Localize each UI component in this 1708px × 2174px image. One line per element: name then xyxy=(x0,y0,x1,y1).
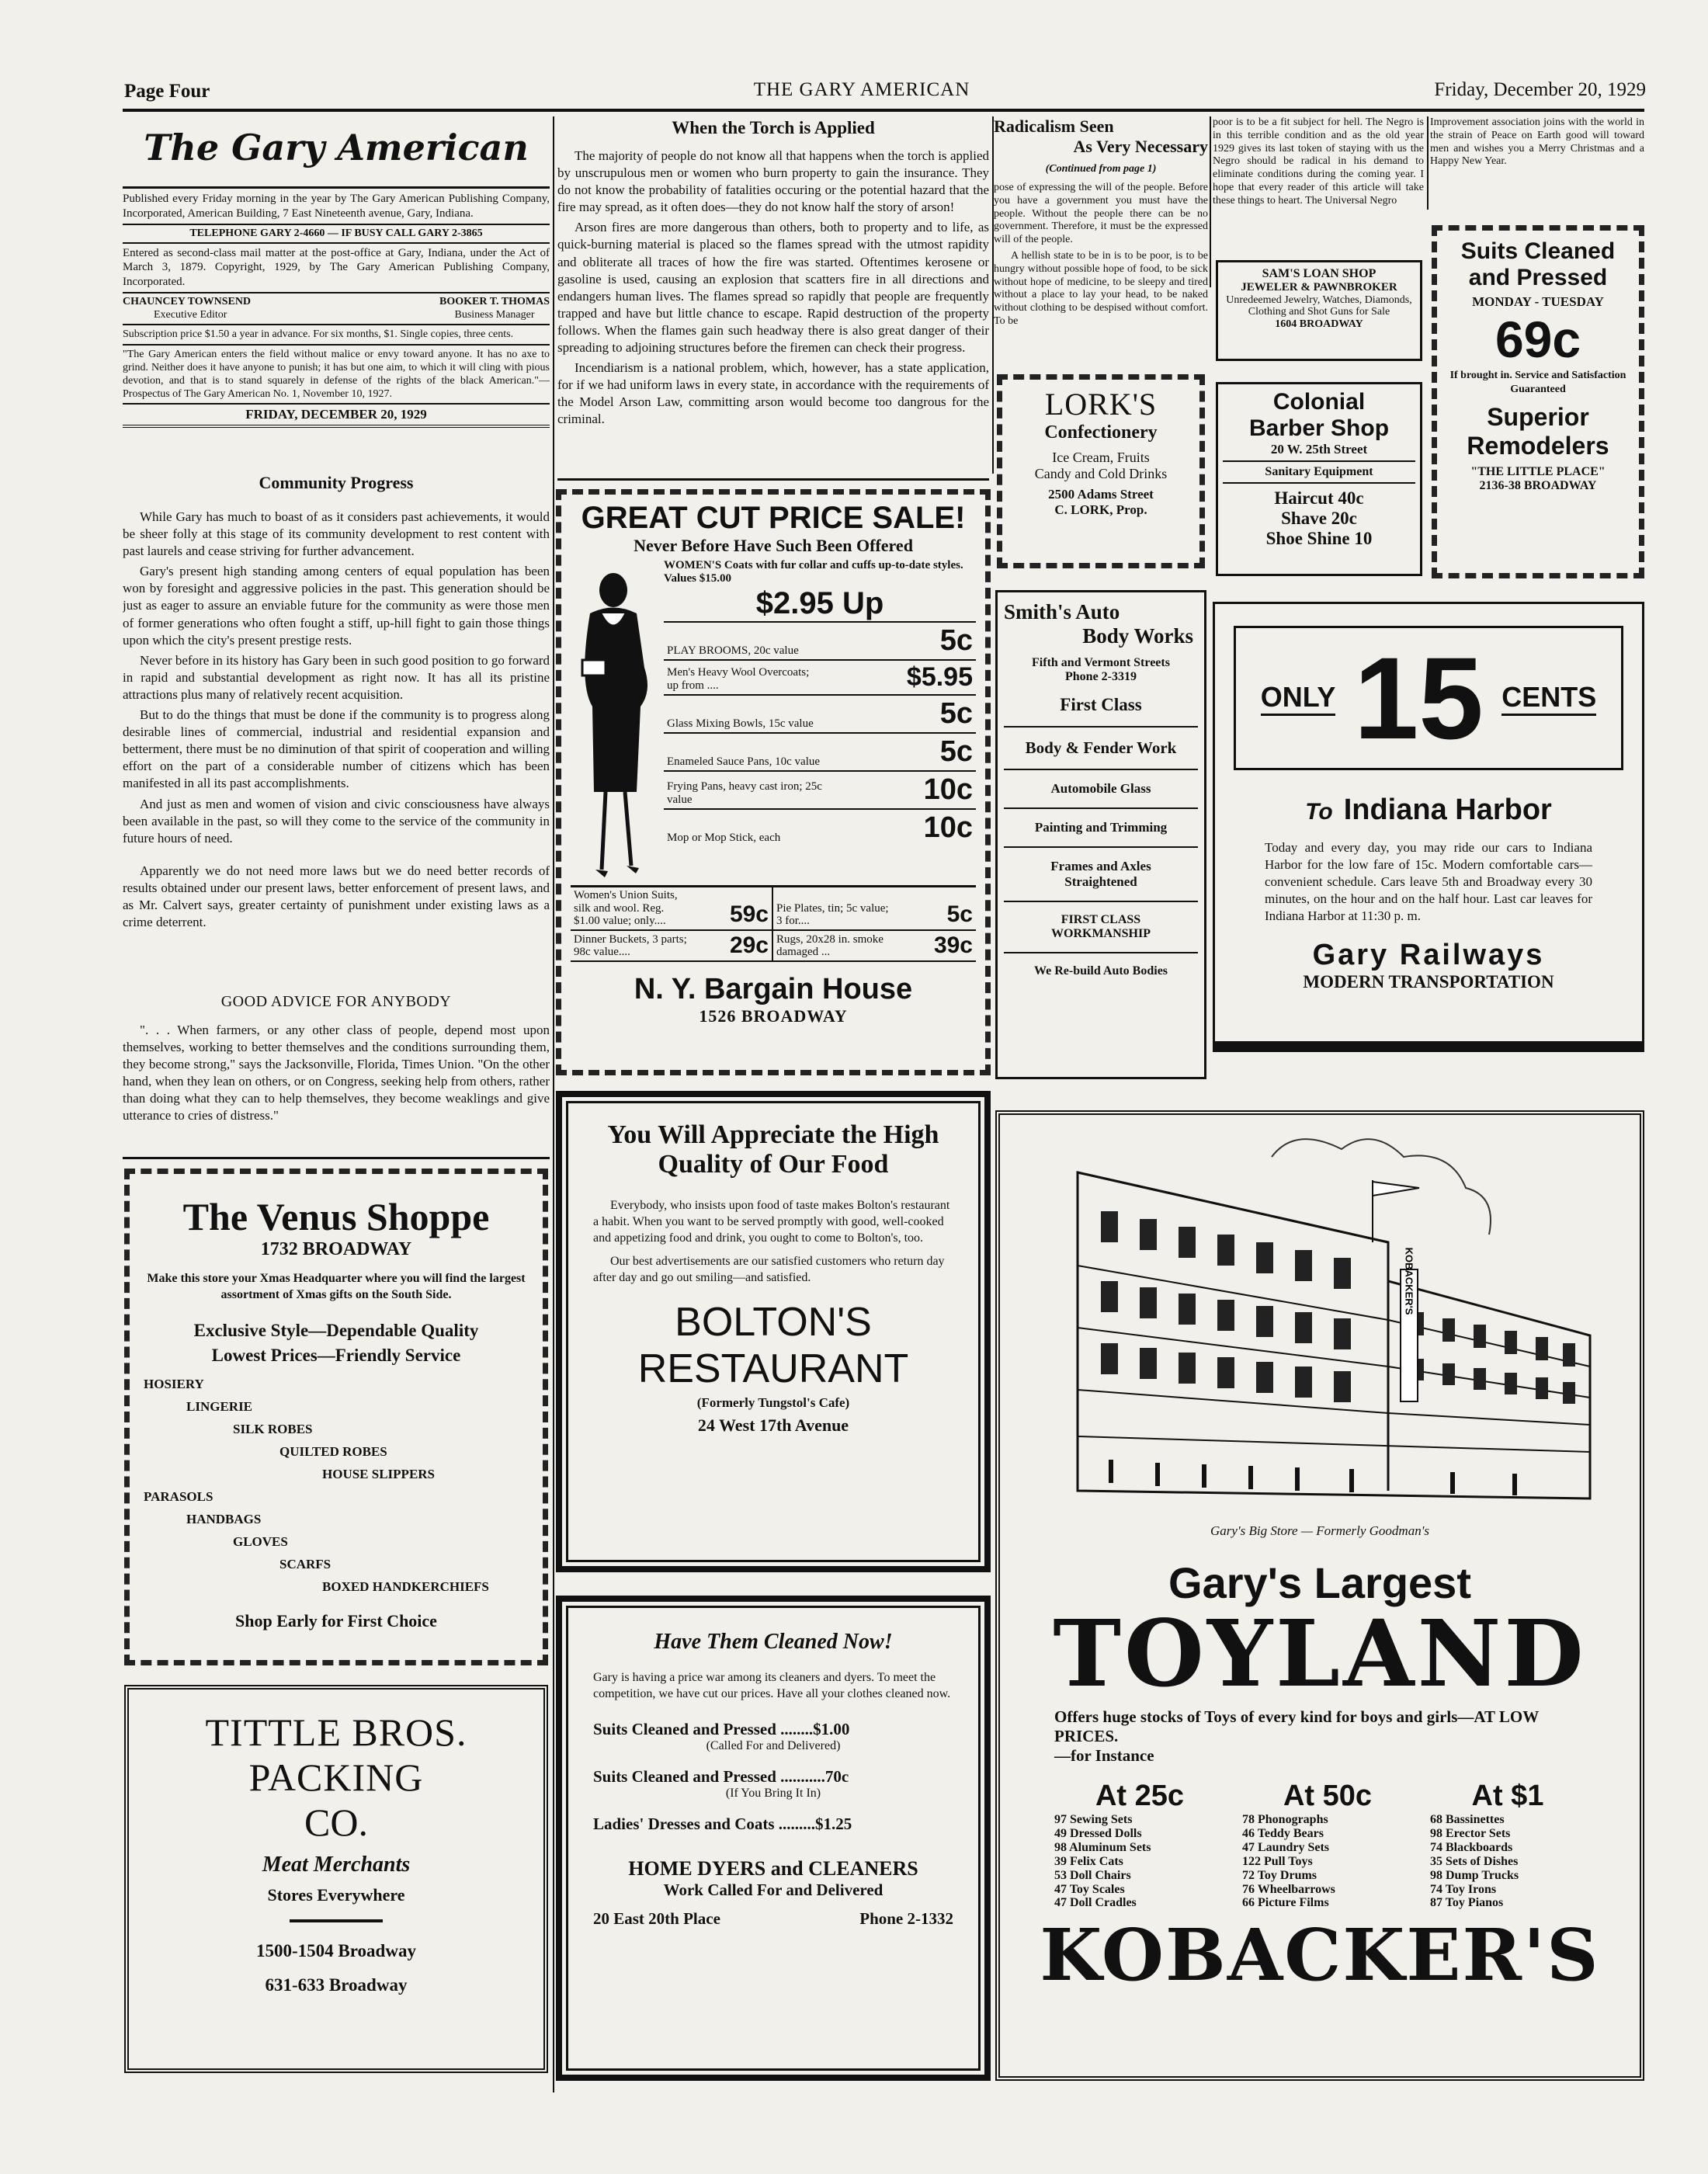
torch-article xyxy=(557,116,989,474)
kobacker-caption: Gary's Big Store — Formerly Goodman's xyxy=(1210,1523,1429,1538)
radicalism-text-c: poor is to be a fit subject for hell. The Negro is in this terrible condition and as the old year 1929 gives its last token of staying with us the Negro should be radical in his demand to eliminate conditions during the coming year. I hope that every reader of this article will take these things to heart. The Universal Negro xyxy=(1213,116,1424,207)
sale-address: 1526 BROADWAY xyxy=(699,1005,848,1026)
colonial-equipment: Sanitary Equipment xyxy=(1223,462,1415,484)
kobacker-instance: —for Instance xyxy=(1054,1746,1154,1765)
railways-name: Gary Railways xyxy=(1312,939,1545,972)
page-number: Page Four xyxy=(124,81,210,102)
toy-item: 35 Sets of Dishes xyxy=(1430,1854,1519,1868)
colonial-name-1: Colonial xyxy=(1272,389,1366,415)
suits-title-2: and Pressed xyxy=(1468,265,1608,290)
toy-item: 98 Dump Trucks xyxy=(1430,1868,1519,1882)
sale-item-text: Mop or Mop Stick, each xyxy=(667,831,781,844)
venus-item: SCARFS xyxy=(279,1556,332,1571)
suits-days: MONDAY - TUESDAY xyxy=(1472,294,1604,309)
kobacker-list-1 xyxy=(1430,1813,1585,1910)
kobacker-name: KOBACKER'S xyxy=(1040,1913,1600,1998)
sale-sub: Never Before Have Such Been Offered xyxy=(634,536,913,555)
venus-ad xyxy=(124,1169,548,1665)
smiths-address: Fifth and Vermont Streets xyxy=(1032,656,1170,669)
kobacker-heading: Gary's Largest xyxy=(1168,1558,1471,1607)
torch-p3: Incendiarism is a national problem, which, however, has a state application, for if we had uniform laws in every state, in accordance with the requirements of the Model Arson Law, committing arson would become too dangrous for the criminal. xyxy=(557,360,989,427)
kobacker-list-25c xyxy=(1054,1813,1225,1910)
lorks-prop: C. LORK, Prop. xyxy=(1054,502,1147,517)
toy-item: 74 Toy Irons xyxy=(1430,1882,1497,1896)
bolton-formerly: (Formerly Tungstol's Cafe) xyxy=(696,1394,850,1410)
railways-ad xyxy=(1213,602,1644,1052)
community-p4: But to do the things that must be done if the community is to progress along desirable lines of commercial, industrial and residential expansion and betterment, there must be no diminution of that spirit of cooperation and willing effort on the part of a considerable number of citizens which has been manifested in all its past accomplishments. xyxy=(123,707,550,791)
smiths-phone: Phone 2-3319 xyxy=(1065,670,1137,683)
header-rule xyxy=(123,109,1644,112)
lorks-address: 2500 Adams Street xyxy=(1048,487,1154,502)
column-rule-1 xyxy=(553,116,554,2092)
community-p6: Apparently we do not need more laws but we do need better records of results obtained under our present laws, better enforcement of present laws, and as Mr. Calvert says, greater certainty of punishment under existing laws as a crime deterrent. xyxy=(123,863,550,930)
sale-item-price: $5.95 xyxy=(906,662,973,692)
venus-item: HOUSE SLIPPERS xyxy=(322,1466,436,1481)
sale-item xyxy=(664,772,976,810)
advice-article xyxy=(123,990,550,1149)
smiths-body: Body & Fender Work xyxy=(1025,738,1177,757)
venus-item: BOXED HANDKERCHIEFS xyxy=(322,1578,489,1594)
radicalism-article-cont xyxy=(1213,116,1424,252)
cleaners-line2-sub: (If You Bring It In) xyxy=(725,1786,821,1800)
lorks-line1: Ice Cream, Fruits xyxy=(1052,450,1150,465)
kobacker-list-50c xyxy=(1242,1813,1413,1910)
suits-place: "THE LITTLE PLACE" xyxy=(1470,465,1606,479)
column-rule-4 xyxy=(1427,116,1429,210)
suits-remodelers: Remodelers xyxy=(1467,432,1609,460)
sale-grid-text: Pie Plates, tin; 5c value; 3 for.... xyxy=(776,901,889,927)
venus-item: LINGERIE xyxy=(186,1398,253,1414)
sale-item xyxy=(664,734,976,772)
sale-store: N. Y. Bargain House xyxy=(634,972,913,1005)
smiths-ad xyxy=(995,590,1206,1079)
toy-item: 68 Bassinettes xyxy=(1430,1813,1505,1826)
venus-item: PARASOLS xyxy=(144,1488,214,1504)
sams-name: SAM'S LOAN SHOP xyxy=(1262,267,1376,280)
smiths-name-1: Smith's Auto xyxy=(1004,600,1120,623)
masthead xyxy=(123,116,550,470)
suits-ad xyxy=(1432,225,1644,578)
sale-item-text: Glass Mixing Bowls, 15c value xyxy=(667,717,814,730)
cleaners-line3: Ladies' Dresses and Coats .........$1.25 xyxy=(593,1814,852,1833)
kobacker-ad xyxy=(995,1110,1644,2081)
toy-item: 97 Sewing Sets xyxy=(1054,1813,1133,1826)
toy-item: 74 Blackboards xyxy=(1430,1840,1513,1854)
sale-coats: WOMEN'S Coats with fur collar and cuffs up-to-date styles. Values $15.00 xyxy=(664,559,963,585)
sale-grid-item xyxy=(571,887,773,931)
tittle-sub: Meat Merchants xyxy=(262,1853,411,1877)
toy-item: 47 Toy Scales xyxy=(1054,1882,1125,1896)
cleaners-line1-sub: (Called For and Delivered) xyxy=(706,1738,841,1752)
radicalism-text-b: A hellish state to be in is to be poor, is to be hungry without possible hope of food, to be sick without hope of medicine, to be sleepy and tired without a place to lay your head, to be naked without clothing to be despised without comfort. To be xyxy=(994,249,1208,327)
smiths-glass: Automobile Glass xyxy=(1050,781,1151,796)
lorks-line2: Candy and Cold Drinks xyxy=(1034,466,1168,481)
venus-item: HANDBAGS xyxy=(186,1511,262,1526)
community-p2: Gary's present high standing among centers of equal population has been won by foresight and aggressive policies in the past. This generation should be just as eager to assure an enviable future for the community as were those men of former generations who often fought a stiff, up-hill fight to gain those things upon which the city's present prestige rests. xyxy=(123,564,550,648)
kobacker-col3-title: At $1 xyxy=(1471,1780,1544,1812)
bolton-p1: Everybody, who insists upon food of taste makes Bolton's restaurant a habit. When you want to be served promptly with good, well-cooked and appetizing food and drink, you ought to come to Bolton's, too. xyxy=(593,1199,950,1245)
bolton-name-1: BOLTON'S xyxy=(675,1299,872,1345)
toy-item: 49 Dressed Dolls xyxy=(1054,1826,1142,1840)
radicalism-article xyxy=(994,116,1208,357)
sale-ad xyxy=(556,489,991,1075)
venus-item: HOSIERY xyxy=(144,1376,204,1391)
radicalism-title-1: Radicalism Seen xyxy=(994,116,1114,136)
venus-items xyxy=(144,1374,529,1606)
bolton-name-2: RESTAURANT xyxy=(637,1346,909,1391)
sale-item xyxy=(664,696,976,734)
sale-grid-price: 29c xyxy=(729,932,769,958)
advice-text: ". . . When farmers, or any other class of people, depend most upon themselves, working to better themselves and the conditions surrounding them, they become strong," says the Jacksonville, Florida, Times Union. "On the other hand, when they lean on others, or on Congress, seeking help from others, rather than doing what they can to help themselves, they become weaklings and give utterance to cries of distress." xyxy=(123,1023,550,1123)
editor-role: Executive Editor xyxy=(154,308,227,321)
sale-item-text: Frying Pans, heavy cast iron; 25c value xyxy=(667,780,822,806)
suits-title-1: Suits Cleaned xyxy=(1460,238,1616,264)
lorks-ad xyxy=(997,374,1205,568)
smiths-work: FIRST CLASS WORKMANSHIP xyxy=(1051,913,1151,940)
smiths-rebuild: We Re-build Auto Bodies xyxy=(1033,964,1168,978)
toy-item: 76 Wheelbarrows xyxy=(1242,1882,1335,1896)
bolton-ad xyxy=(556,1091,991,1572)
sale-grid xyxy=(571,885,976,962)
toy-item: 53 Doll Chairs xyxy=(1054,1868,1131,1882)
cleaners-work: Work Called For and Delivered xyxy=(663,1880,884,1899)
sale-item xyxy=(664,623,976,661)
toy-item: 46 Teddy Bears xyxy=(1242,1826,1324,1840)
smiths-paint: Painting and Trimming xyxy=(1034,820,1168,835)
store-sign: KOBACKER'S xyxy=(1403,1247,1415,1315)
sams-text: Unredeemed Jewelry, Watches, Diamonds, Clothing and Shot Guns for Sale xyxy=(1226,294,1412,318)
masthead-entered: Entered as second-class mail matter at the post-office at Gary, Indiana, under the Act of March 3, 1879. Copyright, 1929, by The Gary American Publishing Company, Incorporated. xyxy=(123,246,550,288)
sale-coats-price: $2.95 Up xyxy=(664,586,976,623)
cleaners-address: 20 East 20th Place xyxy=(593,1908,720,1928)
sams-address: 1604 BROADWAY xyxy=(1275,318,1363,330)
railways-tagline: MODERN TRANSPORTATION xyxy=(1303,972,1554,992)
venus-item: SILK ROBES xyxy=(233,1421,313,1436)
community-p3: Never before in its history has Gary been in such good position to go forward in rapid and substantial development as right now. It has all its pristine attractions plus many of relatively recent acquisition. xyxy=(123,652,550,702)
kobacker-text: Offers huge stocks of Toys of every kind for boys and girls—AT LOW PRICES. xyxy=(1054,1707,1539,1745)
sale-grid-item xyxy=(571,931,773,962)
toy-item: 47 Doll Cradles xyxy=(1054,1896,1137,1910)
sale-title: GREAT CUT PRICE SALE! xyxy=(581,501,966,535)
sale-grid-price: 5c xyxy=(946,901,973,927)
cleaners-name: HOME DYERS and CLEANERS xyxy=(628,1856,918,1880)
masthead-motto: "The Gary American enters the field without malice or envy toward anyone. It has no axe to grind. Neither does it have anyone to punish; it has but one aim, to which it will cling with pious devotion, and that is to stand squarely in defense of the rights of the black American."—Prospectus of The Gary American No. 1, November 10, 1927. xyxy=(123,348,550,401)
bolton-h1: You Will Appreciate the High xyxy=(607,1120,939,1149)
manager-name: BOOKER T. THOMAS xyxy=(439,295,550,307)
radicalism-article-end xyxy=(1430,116,1644,210)
railways-fare-box xyxy=(1234,626,1623,770)
cleaners-title: Have Them Cleaned Now! xyxy=(654,1630,893,1654)
lorks-type: Confectionery xyxy=(1044,422,1158,443)
column-rule-3 xyxy=(1210,116,1211,287)
advice-rule xyxy=(123,1157,550,1159)
sale-item xyxy=(664,810,976,846)
tittle-stores: Stores Everywhere xyxy=(267,1885,405,1905)
suits-note: If brought in. Service and Satisfaction Guaranteed xyxy=(1449,370,1626,396)
kobacker-toyland: TOYLAND xyxy=(1053,1599,1587,1707)
tittle-name-2: PACKING xyxy=(248,1756,424,1799)
smiths-name-2: Body Works xyxy=(1082,624,1193,648)
toy-item: 78 Phonographs xyxy=(1242,1813,1328,1826)
masthead-publish: Published every Friday morning in the year by The Gary American Publishing Company, Incorporated, American Building, 7 East Nineteenth avenue, Gary, Indiana. xyxy=(123,193,550,220)
masthead-title: The Gary American xyxy=(144,127,529,168)
cleaners-text: Gary is having a price war among its cleaners and dyers. To meet the competition, we have cut our prices. Have all your clothes cleaned now. xyxy=(593,1671,951,1700)
masthead-phone: TELEPHONE GARY 2-4660 — IF BUSY CALL GARY 2-3865 xyxy=(189,227,483,239)
radicalism-text-d: Improvement association joins with the world in the strain of Peace on Earth good will toward men and wishes you a Merry Christmas and a Happy New Year. xyxy=(1430,116,1644,168)
tittle-name-1: TITTLE BROS. xyxy=(205,1710,467,1754)
sale-item-text: Men's Heavy Wool Overcoats; up from .... xyxy=(667,665,810,692)
sams-sub: JEWELER & PAWNBROKER xyxy=(1241,281,1397,293)
sale-item-price: 10c xyxy=(923,773,973,806)
toy-item: 98 Erector Sets xyxy=(1430,1826,1511,1840)
venus-line1: Exclusive Style—Dependable Quality xyxy=(193,1320,479,1340)
radicalism-title-2: As Very Necessary xyxy=(1073,137,1208,156)
tittle-ad xyxy=(124,1685,548,2073)
toy-item: 47 Laundry Sets xyxy=(1242,1840,1330,1854)
masthead-subscription: Subscription price $1.50 a year in advance. For six months, $1. Single copies, three cents. xyxy=(123,328,514,341)
toy-item: 122 Pull Toys xyxy=(1242,1854,1313,1868)
toy-item: 72 Toy Drums xyxy=(1242,1868,1317,1882)
railways-destination: Indiana Harbor xyxy=(1343,794,1552,826)
venus-address: 1732 BROADWAY xyxy=(260,1239,412,1259)
sale-item-price: 5c xyxy=(939,696,973,730)
venus-name: The Venus Shoppe xyxy=(182,1195,490,1238)
sale-grid-text: Women's Union Suits, silk and wool. Reg. $1.00 value; only.... xyxy=(574,889,678,927)
venus-item: QUILTED ROBES xyxy=(279,1443,387,1459)
railways-only: ONLY xyxy=(1261,681,1336,716)
torch-rule xyxy=(557,478,989,481)
toy-item: 87 Toy Pianos xyxy=(1430,1896,1504,1910)
sale-grid-text: Rugs, 20x28 in. smoke damaged ... xyxy=(776,932,884,958)
toy-item: 66 Picture Films xyxy=(1242,1896,1329,1910)
torch-p2: Arson fires are more dangerous than others, both to property and to life, as quick-burning material is placed so the flames spread with the utmost rapidity and obliterate all traces of how the fire was started. Oftentimes kerosene or gasoline is used, causing an explosion that scatters fire in all directions and endangers human lives. The flames spread so rapidly that people are frequently trapped and have but little chance to escape. Rapid destruction of the property follows. When the flames gain such headway there is also great danger of their spreading to adjoining structures before the firemen can check their progress. xyxy=(557,220,989,356)
railways-text: Today and every day, you may ride our cars to Indiana Harbor for the low fare of 15c. Modern comfortable cars—convenient schedule. Cars leave 5th and Broadway every 30 minutes, on the hour and on the half hour. Last car leaves for Indiana Harbor at 11:30 p. m. xyxy=(1265,840,1592,924)
advice-title: GOOD ADVICE FOR ANYBODY xyxy=(220,993,452,1010)
editor-name: CHAUNCEY TOWNSEND xyxy=(123,295,252,307)
tittle-name-3: CO. xyxy=(304,1801,368,1844)
community-title: Community Progress xyxy=(259,473,414,492)
torch-p1: The majority of people do not know all that happens when the torch is applied by unscrupulous men or women who burn property to gain the insurance. They do not know the probability of fatalities occuring or the potential hazard that the fire may spread, as it often does—they do not know half the story of arson! xyxy=(557,148,989,215)
torch-title: When the Torch is Applied xyxy=(672,118,875,137)
cleaners-phone: Phone 2-1332 xyxy=(859,1908,953,1928)
venus-item: GLOVES xyxy=(233,1533,288,1549)
tittle-address-1: 1500-1504 Broadway xyxy=(256,1941,416,1960)
colonial-service-2: Shave 20c xyxy=(1281,509,1357,528)
railways-to: To xyxy=(1305,799,1333,825)
sale-item-text: Enameled Sauce Pans, 10c value xyxy=(667,755,821,768)
smiths-frames: Frames and Axles Straightened xyxy=(1050,859,1151,889)
sale-item-text: PLAY BROOMS, 20c value xyxy=(667,644,799,657)
community-p5: And just as men and women of vision and civic consciousness have always been available in the past, so will they come to the service of the community in future hours of need. xyxy=(123,796,550,846)
colonial-name-2: Barber Shop xyxy=(1248,415,1390,441)
woman-figure-illustration xyxy=(571,559,664,885)
bolton-address: 24 West 17th Avenue xyxy=(697,1415,849,1435)
suits-superior: Superior xyxy=(1487,403,1589,432)
cleaners-line1: Suits Cleaned and Pressed ........$1.00 xyxy=(593,1719,850,1738)
tittle-divider xyxy=(290,1919,383,1922)
railways-cents: CENTS xyxy=(1501,681,1596,716)
suits-address: 2136-38 BROADWAY xyxy=(1479,479,1597,493)
sale-item-price: 5c xyxy=(939,735,973,768)
smiths-first: First Class xyxy=(1060,695,1142,714)
railways-fare: 15 xyxy=(1353,633,1484,763)
bolton-h2: Quality of Our Food xyxy=(658,1150,889,1179)
cleaners-line2: Suits Cleaned and Pressed ...........70c xyxy=(593,1766,849,1786)
community-article xyxy=(123,470,550,1002)
sale-item-price: 5c xyxy=(939,623,973,657)
masthead-dateline: FRIDAY, DECEMBER 20, 1929 xyxy=(245,407,427,422)
sale-grid-price: 39c xyxy=(933,932,973,958)
tittle-address-2: 631-633 Broadway xyxy=(265,1975,408,1995)
venus-text: Make this store your Xmas Headquarter where you will find the largest assortment of Xmas gifts on the South Side. xyxy=(147,1272,526,1301)
toy-item: 39 Felix Cats xyxy=(1054,1854,1123,1868)
venus-line2: Lowest Prices—Friendly Service xyxy=(211,1345,461,1365)
store-building-illustration xyxy=(1015,1126,1629,1530)
manager-role: Business Manager xyxy=(454,308,535,321)
sams-ad xyxy=(1216,260,1422,361)
colonial-service-1: Haircut 40c xyxy=(1274,488,1364,508)
sale-grid-price: 59c xyxy=(729,901,769,927)
sale-grid-item xyxy=(773,931,976,962)
colonial-ad xyxy=(1216,382,1422,576)
colonial-address: 20 W. 25th Street xyxy=(1223,442,1415,462)
toy-item: 98 Aluminum Sets xyxy=(1054,1840,1151,1854)
cleaners-ad xyxy=(556,1596,991,2081)
sale-item-price: 10c xyxy=(923,811,973,844)
sale-item xyxy=(664,661,976,696)
kobacker-col2-title: At 50c xyxy=(1283,1780,1373,1812)
bolton-p2: Our best advertisements are our satisfied customers who return day after day and go out smiling—and satisfied. xyxy=(593,1255,945,1285)
community-p1: While Gary has much to boast of as it considers past achievements, it would be sheer folly at this stage of its community development to rest content with past laurels and cease striving for further advancement. xyxy=(123,509,550,559)
page-date: Friday, December 20, 1929 xyxy=(1434,79,1646,100)
radicalism-text-a: pose of expressing the will of the people. Before you have a government you must have the people. Without the people there can be no government. Therefore, it must be the expressed will of the people. xyxy=(994,182,1208,246)
sale-grid-text: Dinner Buckets, 3 parts; 98c value.... xyxy=(574,932,687,958)
radicalism-continued: (Continued from page 1) xyxy=(1045,163,1157,175)
colonial-service-3: Shoe Shine 10 xyxy=(1265,529,1373,548)
paper-name: THE GARY AMERICAN xyxy=(753,79,970,100)
suits-price: 69c xyxy=(1494,311,1581,368)
lorks-name: LORK'S xyxy=(1044,387,1158,422)
sale-grid-item xyxy=(773,887,976,931)
venus-footer: Shop Early for First Choice xyxy=(235,1610,437,1630)
kobacker-col1-title: At 25c xyxy=(1095,1780,1185,1812)
